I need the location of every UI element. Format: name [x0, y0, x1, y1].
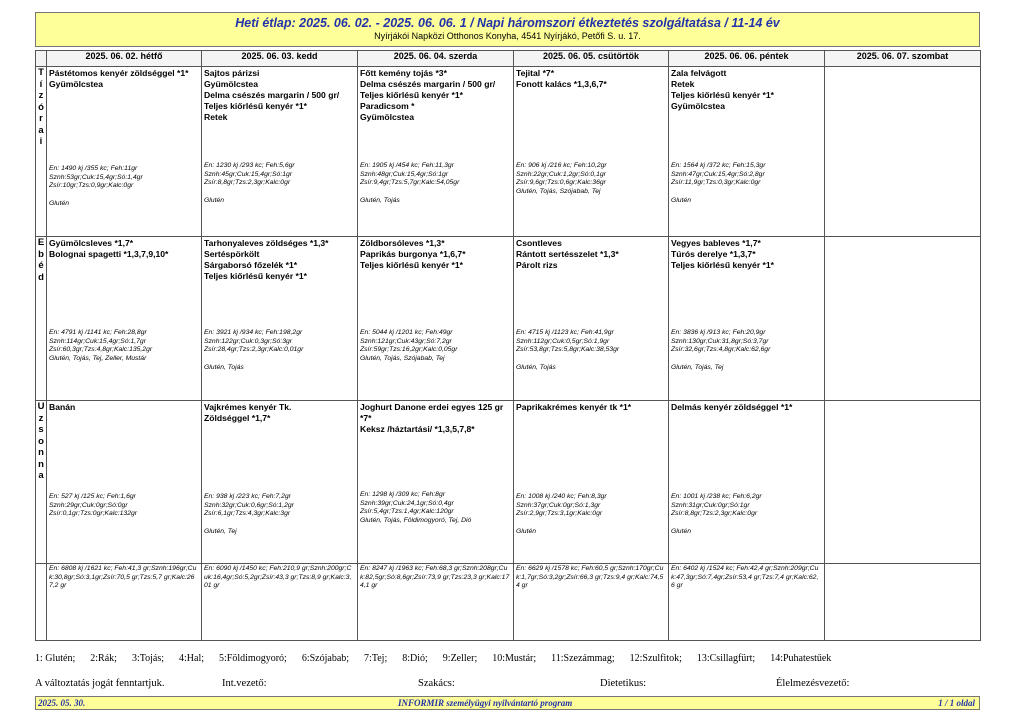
dish-item: Tejital *7*	[516, 68, 555, 78]
nutrition-line: Glutén, Tojás, Földimogyoró, Tej, Dió	[360, 516, 472, 524]
daily-total-text: En: 8247 kj /1963 kc; Feh:68,3 gr;Sznh:208gr;Cuk:82,5gr;Só:8,6gr;Zsír:73,9 gr;Tzs:23,3 gr;Kalc:174,1 gr	[360, 565, 510, 590]
dish-item: Joghurt Danone erdei egyes 125 gr *7*	[360, 402, 504, 423]
meal-label-letter: z	[38, 90, 44, 101]
nutrition-line: Sznh:122gr;Cuk:0,3gr;Só:3gr	[204, 337, 293, 345]
dish-list	[825, 401, 980, 402]
nutrition-line: Glutén, Tojás, Szójabab, Tej	[516, 187, 601, 195]
allergen-legend-item: 12:Szulfitok;	[629, 653, 682, 664]
allergen-line: Glutén	[671, 196, 692, 204]
allergen-legend-item: 5:Földimogyoró;	[219, 653, 287, 664]
dish-item: Teljes kiőrlésű kenyér *1*	[204, 101, 308, 111]
nutrition-line: En: 1008 kj /240 kc; Feh:8,3gr	[516, 493, 607, 500]
meal-label-letter: i	[39, 136, 43, 147]
nutrition-line: Zsír:60,3gr;Tzs:4,8gr;Kalc:135,2gr	[49, 346, 153, 354]
nutrition-info	[49, 165, 200, 208]
menu-cell	[825, 237, 981, 401]
allergen-legend-item: 14:Puhatestűek	[770, 653, 832, 664]
dish-list	[669, 237, 824, 271]
nutrition-info	[49, 329, 200, 363]
dish-list	[358, 401, 513, 435]
dish-item: Keksz /háztartási/ *1,3,5,7,8*	[360, 424, 475, 434]
nutrition-info	[516, 329, 667, 372]
menu-cell	[669, 67, 825, 237]
menu-cell	[358, 237, 514, 401]
meal-label-letter: n	[38, 458, 44, 470]
nutrition-line: Sznh:121gr;Cuk:43gr;Só:7,2gr	[360, 337, 452, 345]
daily-total-cell	[825, 564, 981, 641]
dish-item: Sárgaborsó főzelék *1*	[204, 260, 298, 270]
day-header-row	[36, 51, 981, 67]
allergen-line: Glutén	[204, 196, 225, 204]
dish-item: Gyümölcsleves *1,7*	[49, 238, 134, 248]
menu-cell	[47, 67, 202, 237]
nutrition-line: Sznh:37gr;Cuk:0gr;Só:1,3gr	[516, 501, 601, 509]
meal-label-letter: U	[37, 401, 45, 412]
dish-item: Sertéspörkölt	[204, 249, 260, 259]
nutrition-line: Sznh:39gr;Cuk:24,1gr;Só:0,4gr	[360, 499, 454, 507]
nutrition-line: Zsír:9,4gr;Tzs:5,7gr;Kalc:54,05gr	[360, 179, 460, 187]
allergen-line: Glutén, Tej	[204, 527, 237, 535]
nutrition-line: Sznh:31gr;Cuk:0gr;Só:1gr	[671, 501, 750, 509]
nutrition-info	[516, 162, 667, 196]
nutrition-line: Zsír:11,9gr;Tzs:0,3gr;Kalc:0gr	[671, 179, 761, 187]
dish-list	[47, 237, 201, 260]
nutrition-line: Sznh:47gr;Cuk:15,4gr;Só:2,8gr	[671, 170, 765, 178]
menu-cell	[825, 67, 981, 237]
meal-row-lunch	[36, 237, 981, 401]
footer-page: 1 / 1 oldal	[938, 698, 975, 708]
menu-cell	[202, 237, 358, 401]
manager-signature: Int.vezető:	[222, 678, 267, 689]
nutrition-info	[360, 491, 512, 525]
meal-label-breakfast	[36, 67, 47, 237]
dish-list	[669, 67, 824, 112]
nutrition-line: Sznh:29gr;Cuk:0gr;Só:0gr	[49, 501, 128, 509]
dish-item: Pástétomos kenyér zöldséggel *1*	[49, 68, 189, 78]
dish-list	[358, 67, 513, 123]
allergen-legend-item: 4:Hal;	[179, 653, 205, 664]
nutrition-line: Zsír:10gr;Tzs:0,9gr;Kalc:0gr	[49, 182, 134, 190]
dish-list	[825, 67, 980, 68]
dish-item: Delma csészés margarin / 500 gr/	[204, 90, 340, 100]
day-header: 2025. 06. 04. szerda	[358, 51, 514, 67]
change-notice: A változtatás jogát fenntartjuk.	[35, 678, 165, 689]
nutrition-line: Sznh:130gr;Cuk:31,8gr;Só:3,7gr	[671, 337, 769, 345]
footer-bar	[35, 696, 980, 710]
daily-totals-row	[36, 564, 981, 641]
day-header: 2025. 06. 07. szombat	[825, 51, 981, 67]
dish-list	[514, 67, 668, 90]
nutrition-line: Zsír:28,4gr;Tzs:2,3gr;Kalc:0,01gr	[204, 346, 304, 354]
nutrition-line: En: 1001 kj /238 kc; Feh:6,2gr	[671, 493, 762, 500]
nutrition-line: Zsír:59gr;Tzs:16,2gr;Kalc:0,05gr	[360, 346, 458, 354]
dish-item: Delmás kenyér zöldséggel *1*	[671, 402, 793, 412]
meal-label-letter: o	[38, 435, 44, 447]
totals-label-cell	[36, 564, 47, 641]
dish-list	[47, 401, 201, 413]
menu-cell	[514, 67, 669, 237]
dish-item: Főtt kemény tojás *3*	[360, 68, 447, 78]
dish-item: Zöldséggel *1,7*	[204, 413, 271, 423]
meal-label-snack	[36, 401, 47, 564]
daily-total-text: En: 6808 kj /1621 kc; Feh:41,3 gr;Sznh:196gr;Cuk:30,8gr;Só:3,1gr;Zsír:70,5 gr;Tzs:5,7 gr;Kalc:267,2 gr	[49, 565, 197, 590]
meal-label-letter: é	[38, 260, 44, 271]
allergen-legend-item: 11:Szezámmag;	[551, 653, 615, 664]
meal-label-letter: a	[38, 124, 44, 136]
nutrition-line: Zsír:8,8gr;Tzs:2,3gr;Kalc:0gr	[204, 179, 291, 187]
dish-item: Rántott sertésszelet *1,3*	[516, 249, 619, 259]
dish-item: Túrós derelye *1,3,7*	[671, 249, 756, 259]
dish-item: Gyümölcstea	[204, 79, 258, 89]
nutrition-info	[671, 329, 823, 372]
meal-row-breakfast	[36, 67, 981, 237]
menu-cell	[358, 67, 514, 237]
daily-total-cell	[47, 564, 202, 641]
footer-program: INFORMIR személyügyi nyilvántartó program	[398, 698, 573, 708]
nutrition-info	[204, 162, 356, 205]
dish-item: Vajkrémes kenyér Tk.	[204, 402, 292, 412]
dish-item: Tarhonyaleves zöldséges *1,3*	[204, 238, 329, 248]
menu-cell	[669, 237, 825, 401]
menu-title: Heti étlap: 2025. 06. 02. - 2025. 06. 06. 1 / Napi háromszori étkeztetés szolgáltatása / 11-14 év	[235, 16, 780, 30]
dish-item: Paradicsom *	[360, 101, 415, 111]
allergen-legend-item: 8:Dió;	[402, 653, 428, 664]
dish-list	[514, 237, 668, 271]
nutrition-line: Sznh:114gr;Cuk:15,4gr;Só:1,7gr	[49, 337, 146, 345]
allergen-line: Glutén, Tojás	[204, 363, 244, 371]
nutrition-line: Zsír:5,4gr;Tzs:1,4gr;Kalc:120gr	[360, 508, 454, 516]
nutrition-line: En: 527 kj /125 kc; Feh:1,6gr	[49, 493, 136, 500]
day-header: 2025. 06. 03. kedd	[202, 51, 358, 67]
cook-signature: Szakács:	[418, 678, 455, 689]
dietitian-signature: Dietetikus:	[600, 678, 647, 689]
nutrition-line: En: 5044 kj /1201 kc; Feh:49gr	[360, 329, 453, 336]
nutrition-info	[360, 329, 512, 363]
nutrition-line: En: 4791 kj /1141 kc; Feh:28,8gr	[49, 329, 147, 336]
dish-item: Banán	[49, 402, 76, 412]
daily-total-cell	[669, 564, 825, 641]
menu-cell	[669, 401, 825, 564]
meal-label-letter: T	[38, 67, 44, 78]
nutrition-line: En: 3921 kj /934 kc; Feh:198,2gr	[204, 329, 303, 336]
dish-item: Zala felvágott	[671, 68, 727, 78]
dish-item: Párolt rizs	[516, 260, 558, 270]
nutrition-line: Zsír:6,1gr;Tzs:4,3gr;Kalc:3gr	[204, 510, 291, 518]
dish-list	[358, 237, 513, 271]
meal-label-letter: í	[39, 78, 43, 90]
meal-label-letter: z	[38, 412, 44, 424]
menu-cell	[47, 237, 202, 401]
allergen-legend-item: 13:Csillagfürt;	[696, 653, 756, 664]
dish-item: Gyümölcstea	[360, 112, 414, 122]
meal-label-letter: b	[38, 248, 44, 260]
meal-label-letter: ó	[38, 101, 44, 113]
dish-item: Teljes kiőrlésű kenyér *1*	[204, 271, 308, 281]
allergen-line: Glutén	[49, 199, 70, 207]
nutrition-line: Zsír:32,6gr;Tzs:4,8gr;Kalc:62,6gr	[671, 346, 771, 354]
nutrition-line: En: 4715 kj /1123 kc; Feh:41,9gr	[516, 329, 614, 336]
dish-item: Retek	[671, 79, 695, 89]
nutrition-line: En: 3836 kj /913 kc; Feh:20,9gr	[671, 329, 766, 336]
nutrition-line: En: 1230 kj /293 kc; Feh:5,6gr	[204, 162, 295, 169]
nutrition-line: En: 1298 kj /309 kc; Feh:8gr	[360, 491, 446, 498]
dish-list	[825, 237, 980, 238]
dish-item: Delma csészés margarin / 500 gr/	[360, 79, 496, 89]
nutrition-info	[204, 493, 356, 536]
dish-list	[514, 401, 668, 413]
daily-total-text: En: 6090 kj /1450 kc; Feh:210,9 gr;Sznh:200gr;Cuk:16,4gr;Só:5,2gr;Zsír:43,3 gr;Tzs:8,9 gr;Kalc:3,01 gr	[204, 565, 352, 590]
meal-label-letter: a	[38, 470, 44, 481]
dish-item: Retek	[204, 112, 228, 122]
dish-item: Teljes kiőrlésű kenyér *1*	[671, 90, 775, 100]
dish-item: Gyümölcstea	[671, 101, 725, 111]
allergen-legend-item: 1: Glutén;	[35, 653, 76, 664]
nutrition-line: En: 938 kj /223 kc; Feh:7,2gr	[204, 493, 291, 500]
nutrition-line: Zsír:9,6gr;Tzs:0,6gr;Kalc:36gr	[516, 179, 606, 187]
allergen-legend-item: 7:Tej;	[364, 653, 388, 664]
menu-cell	[202, 67, 358, 237]
dish-item: Paprikakrémes kenyér tk *1*	[516, 402, 632, 412]
nutrition-info	[671, 162, 823, 205]
dish-item: Bolognai spagetti *1,3,7,9,10*	[49, 249, 169, 259]
nutrition-line: Zsír:0,1gr;Tzs:0gr;Kalc:132gr	[49, 510, 138, 518]
nutrition-line: Glutén, Tojás, Tej, Zeller, Mustár	[49, 354, 147, 362]
meal-label-lunch	[36, 237, 47, 401]
nutrition-info	[671, 493, 823, 536]
meal-label-letter: n	[38, 447, 44, 458]
allergen-line: Glutén	[516, 527, 537, 535]
daily-total-text: En: 6629 kj /1578 kc; Feh:60,5 gr;Sznh:170gr;Cuk:1,7gr;Só:3,2gr;Zsír:66,3 gr;Tzs:9,4 gr;Kalc:74,54 gr	[516, 565, 664, 590]
dish-item: Csontleves	[516, 238, 562, 248]
menu-cell	[825, 401, 981, 564]
menu-cell	[202, 401, 358, 564]
dish-item: Zöldborsóleves *1,3*	[360, 238, 445, 248]
dish-item: Teljes kiőrlésű kenyér *1*	[360, 90, 464, 100]
footer-date: 2025. 05. 30.	[38, 698, 86, 708]
allergen-legend	[35, 653, 980, 664]
meal-label-letter: E	[37, 237, 45, 248]
day-header: 2025. 06. 02. hétfő	[47, 51, 202, 67]
nutrition-info	[360, 162, 512, 205]
menu-header	[35, 12, 980, 47]
allergen-legend-item: 10:Mustár;	[492, 653, 537, 664]
allergen-legend-item: 6:Szójabab;	[301, 653, 350, 664]
nutrition-line: En: 1490 kj /355 kc; Feh:11gr	[49, 165, 138, 172]
allergen-line: Glutén, Tojás	[516, 363, 556, 371]
nutrition-info	[204, 329, 356, 372]
dish-item: Vegyes bableves *1,7*	[671, 238, 761, 248]
dish-list	[202, 401, 357, 424]
day-header: 2025. 06. 05. csütörtök	[514, 51, 669, 67]
day-header: 2025. 06. 06. péntek	[669, 51, 825, 67]
meal-label-letter: d	[38, 271, 44, 283]
daily-total-cell	[202, 564, 358, 641]
allergen-line: Glutén	[671, 527, 692, 535]
dish-list	[47, 67, 201, 90]
dish-item: Sajtos párizsi	[204, 68, 260, 78]
nutrition-line: Glutén, Tojás, Szójabab, Tej	[360, 354, 445, 362]
nutrition-line: En: 1905 kj /454 kc; Feh:11,3gr	[360, 162, 454, 169]
kitchen-address: Nyírjákói Napközi Otthonos Konyha, 4541 Nyírjákó, Petőfi S. u. 17.	[374, 31, 641, 41]
daily-total-cell	[358, 564, 514, 641]
nutrition-line: En: 1564 kj /372 kc; Feh:15,3gr	[671, 162, 766, 169]
menu-cell	[514, 237, 669, 401]
allergen-legend-item: 9:Zeller;	[442, 653, 478, 664]
dish-list	[202, 237, 357, 282]
daily-total-cell	[514, 564, 669, 641]
nutrition-line: Sznh:112gr;Cuk:0,5gr;Só:1,9gr	[516, 337, 610, 345]
menu-cell	[358, 401, 514, 564]
dish-item: Fonott kalács *1,3,6,7*	[516, 79, 607, 89]
dish-item: Teljes kiőrlésű kenyér *1*	[360, 260, 464, 270]
dish-item: Teljes kiőrlésű kenyér *1*	[671, 260, 775, 270]
nutrition-line: Sznh:32gr;Cuk:0,6gr;Só:1,2gr	[204, 501, 294, 509]
meal-row-snack	[36, 401, 981, 564]
nutrition-line: En: 906 kj /216 kc; Feh:10,2gr	[516, 162, 607, 169]
allergen-legend-item: 2:Rák;	[90, 653, 117, 664]
dish-list	[202, 67, 357, 123]
menu-cell	[47, 401, 202, 564]
corner-cell	[36, 51, 47, 67]
nutrition-line: Sznh:45gr;Cuk:15,4gr;Só:1gr	[204, 170, 293, 178]
food-manager-signature: Élelmezésvezető:	[776, 678, 850, 689]
allergen-legend-item: 3:Tojás;	[131, 653, 165, 664]
allergen-line: Glutén, Tojás	[360, 196, 400, 204]
nutrition-line: Sznh:48gr;Cuk:15,4gr;Só:1gr	[360, 170, 449, 178]
menu-cell	[514, 401, 669, 564]
dish-list	[669, 401, 824, 413]
menu-table	[35, 50, 981, 641]
nutrition-info	[516, 493, 667, 536]
nutrition-line: Sznh:22gr;Cuk:1,2gr;Só:0,1gr	[516, 170, 606, 178]
meal-label-letter: s	[38, 424, 44, 435]
meal-label-letter: r	[39, 113, 43, 124]
nutrition-line: Sznh:53gr;Cuk:15,4gr;Só:1,4gr	[49, 173, 143, 181]
nutrition-info	[49, 493, 200, 519]
allergen-line: Glutén, Tojás, Tej	[671, 363, 724, 371]
nutrition-line: Zsír:8,8gr;Tzs:2,3gr;Kalc:0gr	[671, 510, 758, 518]
nutrition-line: Zsír:2,9gr;Tzs:3,1gr;Kalc:0gr	[516, 510, 603, 518]
dish-item: Gyümölcstea	[49, 79, 103, 89]
dish-item: Paprikás burgonya *1,6,7*	[360, 249, 466, 259]
daily-total-text: En: 6402 kj /1524 kc; Feh:42,4 gr;Sznh:209gr;Cuk:47,3gr;Só:7,4gr;Zsír:53,4 gr;Tzs:7,4 gr;Kalc:62,6 gr	[671, 565, 819, 590]
nutrition-line: Zsír:53,8gr;Tzs:5,8gr;Kalc:38,53gr	[516, 346, 620, 354]
daily-total-text	[825, 564, 980, 566]
